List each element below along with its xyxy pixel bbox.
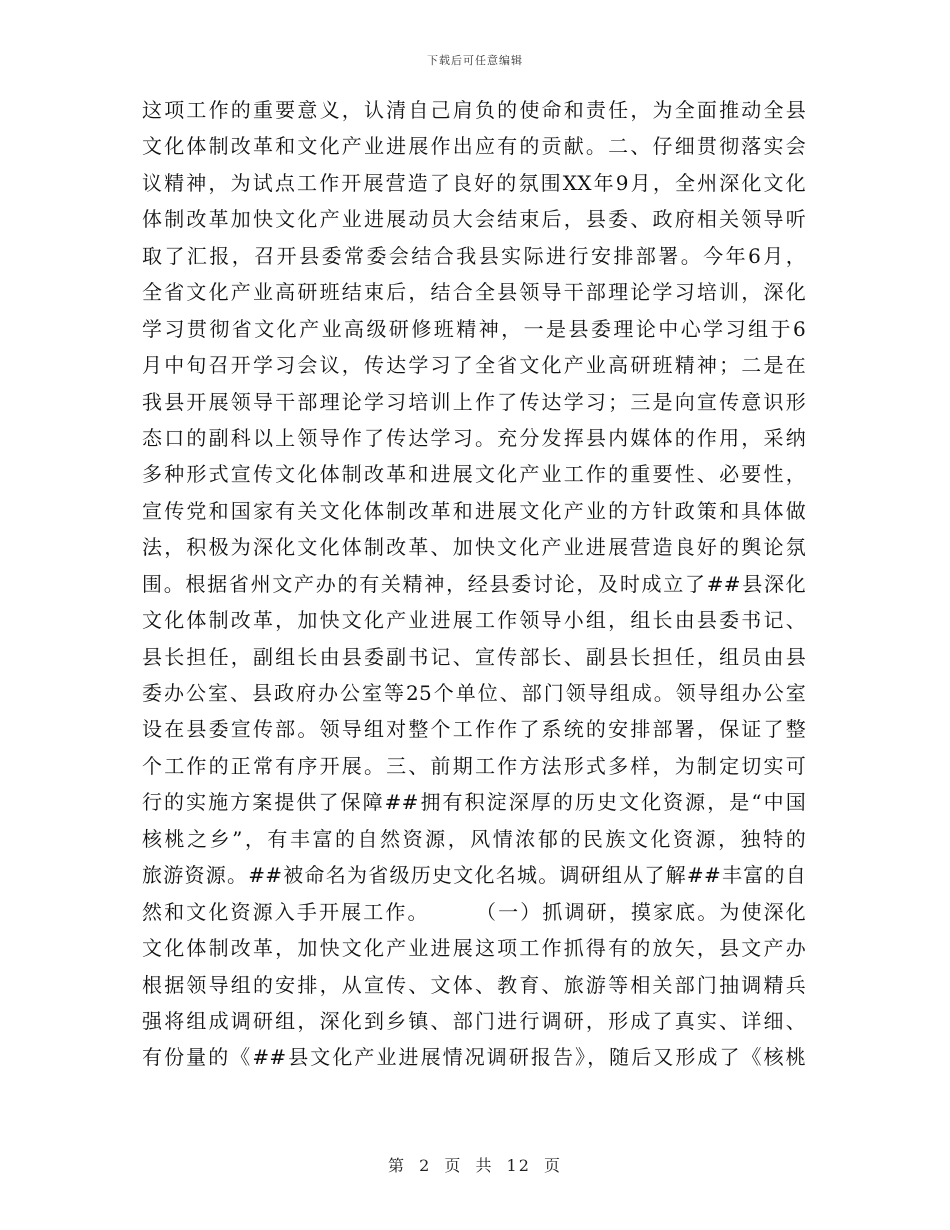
body-line: 文化体制改革，加快文化产业进展这项工作抓得有的放矢，县文产办 xyxy=(142,936,806,961)
page-header: 下载后可任意编辑 xyxy=(427,54,523,67)
document-body xyxy=(142,92,806,1076)
body-line: 这项工作的重要意义，认清自己肩负的使命和责任，为全面推动全县 xyxy=(142,98,806,122)
body-line: 我县开展领导干部理论学习培训上作了传达学习；三是向宣传意识形 xyxy=(142,389,806,414)
body-line: 取了汇报，召开县委常委会结合我县实际进行安排部署。今年6月， xyxy=(142,243,806,268)
body-line: 根据领导组的安排，从宣传、文体、教育、旅游等相关部门抽调精兵 xyxy=(142,972,806,997)
body-line: 宣传党和国家有关文化体制改革和进展文化产业的方针政策和具体做 xyxy=(142,498,806,523)
body-line: 态口的副科以上领导作了传达学习。充分发挥县内媒体的作用，采纳 xyxy=(142,425,806,450)
body-line: 行的实施方案提供了保障##拥有积淀深厚的历史文化资源，是“中国 xyxy=(142,790,806,815)
body-line: 核桃之乡”，有丰富的自然资源，风情浓郁的民族文化资源，独特的 xyxy=(142,826,806,851)
body-line: 法，积极为深化文化体制改革、加快文化产业进展营造良好的舆论氛 xyxy=(142,535,806,560)
body-line: 围。根据省州文产办的有关精神，经县委讨论，及时成立了##县深化 xyxy=(142,571,806,596)
body-line: 学习贯彻省文化产业高级研修班精神，一是县委理论中心学习组于6 xyxy=(142,316,806,341)
body-line: 然和文化资源入手开展工作。 （一）抓调研，摸家底。为使深化 xyxy=(142,899,806,924)
body-line: 文化体制改革和文化产业进展作出应有的贡献。二、仔细贯彻落实会 xyxy=(142,134,806,159)
body-line: 多种形式宣传文化体制改革和进展文化产业工作的重要性、必要性， xyxy=(142,462,806,487)
body-line: 体制改革加快文化产业进展动员大会结束后，县委、政府相关领导听 xyxy=(142,207,806,232)
body-line: 委办公室、县政府办公室等25个单位、部门领导组成。领导组办公室 xyxy=(142,681,806,705)
body-line: 个工作的正常有序开展。三、前期工作方法形式多样，为制定切实可 xyxy=(142,753,806,778)
body-line: 文化体制改革，加快文化产业进展工作领导小组，组长由县委书记、 xyxy=(142,608,806,633)
body-line: 县长担任，副组长由县委副书记、宣传部长、副县长担任，组员由县 xyxy=(142,644,806,669)
body-line: 旅游资源。##被命名为省级历史文化名城。调研组从了解##丰富的自 xyxy=(142,863,806,888)
body-line: 月中旬召开学习会议，传达学习了全省文化产业高研班精神；二是在 xyxy=(142,353,806,378)
page-number-footer: 第 2 页 共 12 页 xyxy=(388,1156,562,1175)
body-line: 议精神，为试点工作开展营造了良好的氛围XX年9月，全州深化文化 xyxy=(142,170,806,195)
body-line: 有份量的《##县文化产业进展情况调研报告》，随后又形成了《核桃 xyxy=(142,1045,806,1070)
body-line: 全省文化产业高研班结束后，结合全县领导干部理论学习培训，深化 xyxy=(142,280,806,305)
body-line: 设在县委宣传部。领导组对整个工作作了系统的安排部署，保证了整 xyxy=(142,717,806,742)
body-line: 强将组成调研组，深化到乡镇、部门进行调研，形成了真实、详细、 xyxy=(142,1008,806,1033)
